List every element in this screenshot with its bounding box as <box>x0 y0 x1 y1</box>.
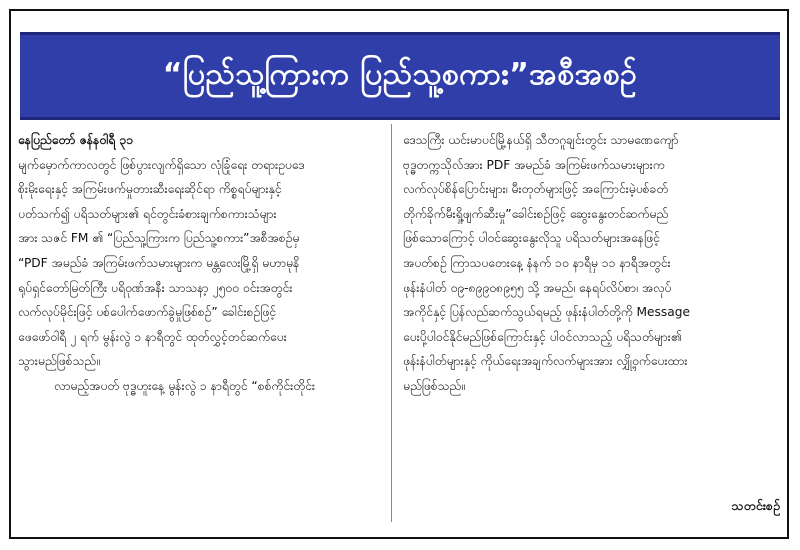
body-line: ပတ်သက်၍ ပရိသတ်များ၏ ရင်တွင်းခံစားချက်စကားသံများ <box>18 206 277 221</box>
body-line: အကိုင်နှင့် ပြန်လည်ဆက်သွယ်ရမည့် ဖုန်းနံပါတ်တို့ကို Message <box>403 305 690 320</box>
body-line: စိုးမိုးရေးနှင့် အကြမ်းဖက်မှုတားဆီးရေးဆိုင်ရာ ကိစ္စရပ်များနှင့် <box>18 182 282 197</box>
body-line: ပေးပို့ပါဝင်နိုင်မည်ဖြစ်ကြောင်းနှင့် ပါဝင်လာသည့် ပရိသတ်များ၏ <box>403 329 682 344</box>
body-line: မျက်မှောက်ကာလတွင် ဖြစ်ပွားလျက်ရှိသော လုံခြုံရေး တရားဥပဒေ <box>18 157 305 172</box>
left-column <box>18 128 382 524</box>
body-line: “PDF အမည်ခံ အကြမ်းဖက်သမားများက မန္တလေးမြို့ရှိ မဟာမုနိ <box>18 255 300 270</box>
byline: သတင်းစဉ် <box>731 498 780 513</box>
body-line: လက်လုပ်စိန်ပြောင်းများ၊ မီးတုတ်များဖြင့် အကြောင်းမဲ့ပစ်ခတ် <box>403 182 669 197</box>
body-line: ဖုန်းနံပါတ်များနှင့် ကိုယ်ရေးအချက်လက်များအား လျှို့ဝှက်ပေးထား <box>403 354 688 369</box>
body-line: ဖြစ်သောကြောင့် ပါဝင်ဆွေးနွေးလိုသူ ပရိသတ်များအနေဖြင့် <box>403 231 660 246</box>
body-line: လာမည့်အပတ် ဗုဒ္ဓဟူးနေ့ မွန်းလွဲ ၁ နာရီတွင် “စစ်ကိုင်းတိုင်း <box>54 378 315 393</box>
column-divider <box>391 124 392 522</box>
body-line: အပတ်စဉ် ကြာသပတေးနေ့ နံနက် ၁၀ နာရီမှ ၁၁ နာရီအတွင်း <box>403 255 671 270</box>
body-line: ဒေသကြီး ယင်းမာပင်မြို့နယ်ရှိ သီတဂူချင်းတွင်း သာမဏေကျော် <box>403 133 679 147</box>
headline-banner <box>20 32 780 120</box>
body-line: ဗုဒ္ဓတက္ကသိုလ်အား PDF အမည်ခံ အကြမ်းဖက်သမားများက <box>403 157 665 172</box>
body-line: တိုက်ခိုက်မီးရှို့ဖျက်ဆီးမှု”ခေါင်းစဉ်ဖြင့် ဆွေးနွေးတင်ဆက်မည် <box>403 206 669 221</box>
body-line: ဖုန်းနံပါတ် ၀၉-၈၉၉၀၈၉၅၅ သို့ အမည်၊ နေရပ်လိပ်စာ၊ အလုပ် <box>403 280 672 295</box>
dateline: နေပြည်တော် ဇန်နဝါရီ ၃၁ <box>18 133 134 147</box>
body-line: ဖေဖော်ဝါရီ ၂ ရက် မွန်းလွဲ ၁ နာရီတွင် ထုတ်လွှင့်တင်ဆက်ပေး <box>18 329 287 344</box>
body-line: ရုပ်ရှင်တော်မြတ်ကြီး ပရိဝုဏ်အနီး သာသနာ့ ၂၅၀၀ ဝင်းအတွင်း <box>18 280 293 295</box>
body-line: လက်လုပ်မိုင်းဖြင့် ပစ်ပေါက်ဖောက်ခွဲမှုဖြစ်စဉ်” ခေါင်းစဉ်ဖြင့် <box>18 305 276 320</box>
body-line: အား သဇင် FM ၏ “ပြည်သူ့ကြားက ပြည်သူ့စကား”အစီအစဉ်မှ <box>18 231 300 246</box>
body-line: မည်ဖြစ်သည်။ <box>403 378 465 393</box>
headline: “ပြည်သူ့ကြားက ပြည်သူ့စကား”အစီအစဉ် <box>162 56 638 92</box>
right-column <box>403 128 767 524</box>
body-line: သွားမည်ဖြစ်သည်။ <box>18 354 100 369</box>
